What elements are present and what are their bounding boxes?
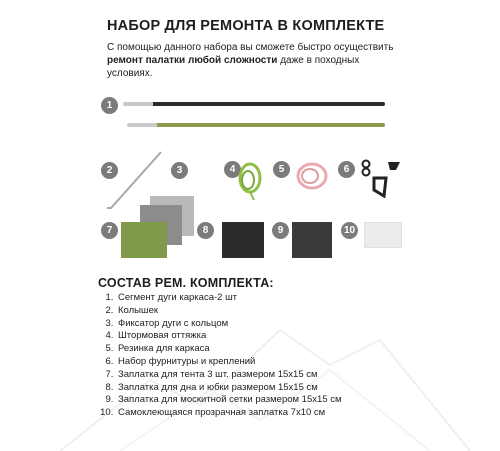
badge-8: 8 <box>197 222 214 239</box>
list-item: 7. Заплатка для тента 3 шт. размером 15х15 см <box>116 369 342 382</box>
kit-contents-list <box>94 292 342 420</box>
list-item: 4. Штормовая оттяжка <box>116 330 342 343</box>
list-item: 10. Самоклеющаяся прозрачная заплатка 7х10 см <box>116 407 342 420</box>
badge-1: 1 <box>101 97 118 114</box>
elastic-cord-icon <box>288 156 334 194</box>
patch-green <box>121 222 167 258</box>
badge-3: 3 <box>171 162 188 179</box>
frame-segment-green <box>127 123 385 127</box>
patch-floor <box>222 222 264 258</box>
list-item: 9. Заплатка для москитной сетки размером 15х15 см <box>116 394 342 407</box>
page-title: НАБОР ДЛЯ РЕМОНТА В КОМПЛЕКТЕ <box>107 18 385 34</box>
badge-10: 10 <box>341 222 358 239</box>
patch-transparent <box>364 222 402 248</box>
patch-mosquito-net <box>292 222 332 258</box>
storm-guyline-icon <box>232 158 268 200</box>
intro-text: С помощью данного набора вы сможете быстро осуществить ремонт палатки любой сложности даже в походных условиях. <box>107 42 394 79</box>
badge-6: 6 <box>338 161 355 178</box>
badge-7: 7 <box>101 222 118 239</box>
badge-9: 9 <box>272 222 289 239</box>
list-item: 3. Фиксатор дуги с кольцом <box>116 318 342 331</box>
list-item: 2. Колышек <box>116 305 342 318</box>
badge-2: 2 <box>101 162 118 179</box>
badge-5: 5 <box>273 161 290 178</box>
list-item: 5. Резинка для каркаса <box>116 343 342 356</box>
list-item: 6. Набор фурнитуры и креплений <box>116 356 342 369</box>
badge-4: 4 <box>224 161 241 178</box>
frame-segment-black <box>123 102 385 106</box>
fittings-set-icon <box>360 158 404 198</box>
list-item: 8. Заплатка для дна и юбки размером 15х15 см <box>116 382 342 395</box>
kit-contents-title: СОСТАВ РЕМ. КОМПЛЕКТА: <box>98 276 274 290</box>
list-item: 1. Сегмент дуги каркаса-2 шт <box>116 292 342 305</box>
